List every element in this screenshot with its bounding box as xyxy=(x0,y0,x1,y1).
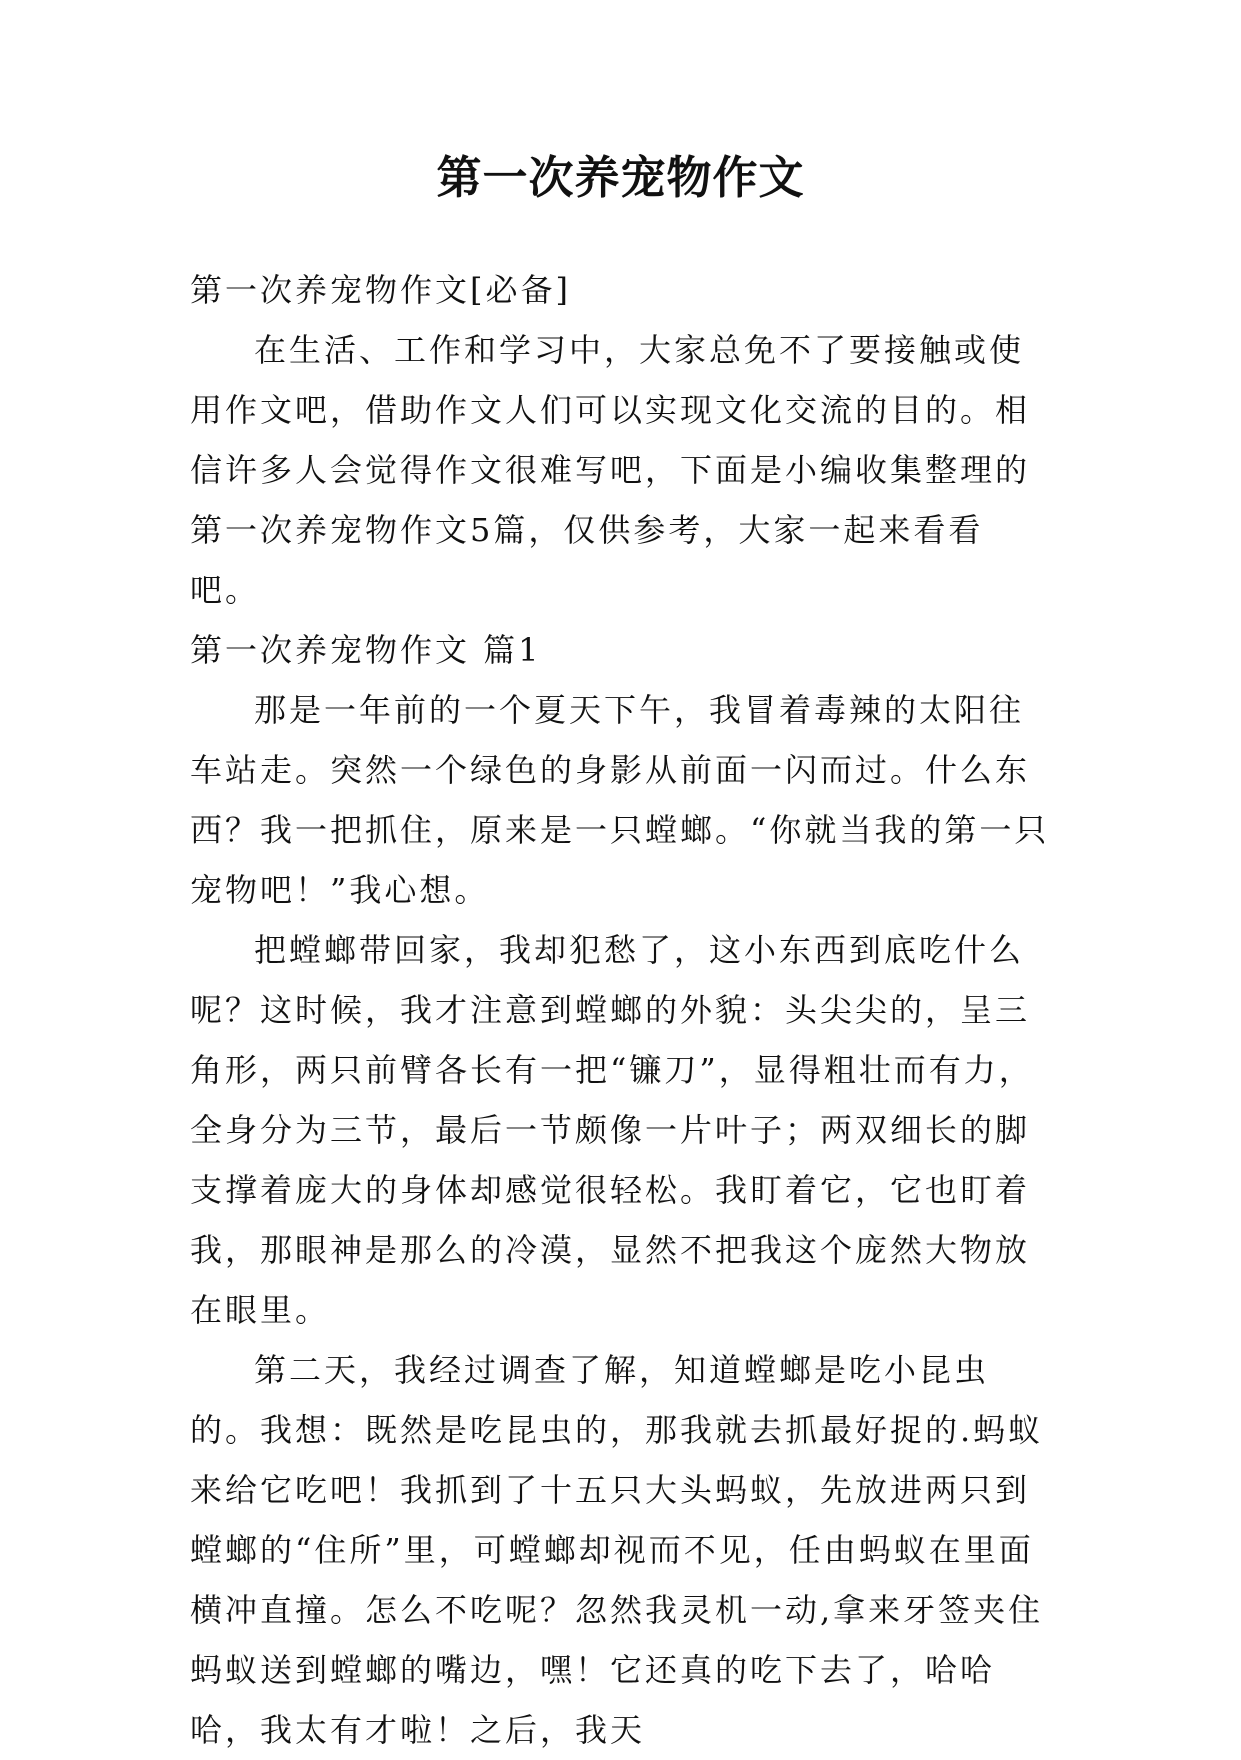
body-paragraph: 第二天，我经过调查了解，知道螳螂是吃小昆虫的。我想：既然是吃昆虫的，那我就去抓最好捉的.蚂蚁来给它吃吧！我抓到了十五只大头蚂蚁，先放进两只到螳螂的“住所”里，可螳螂却视而不见，任由蚂蚁在里面横冲直撞。怎么不吃呢？忽然我灵机一动,拿来牙签夹住蚂蚁送到螳螂的嘴边，嘿！它还真的吃下去了，哈哈哈，我太有才啦！之后，我天 xyxy=(190,1351,1044,1749)
document-body xyxy=(190,260,1050,1760)
intro-paragraph: 在生活、工作和学习中，大家总免不了要接触或使用作文吧，借助作文人们可以实现文化交流的目的。相信许多人会觉得作文很难写吧，下面是小编收集整理的第一次养宠物作文5篇，仅供参考，大家一起来看看吧。 xyxy=(190,331,1031,609)
body-paragraph: 那是一年前的一个夏天下午，我冒着毒辣的太阳往车站走。突然一个绿色的身影从前面一闪而过。什么东西？我一把抓住，原来是一只螳螂。“你就当我的第一只宠物吧！”我心想。 xyxy=(190,691,1050,909)
section-heading: 第一次养宠物作文[必备] xyxy=(190,271,571,309)
body-paragraph: 把螳螂带回家，我却犯愁了，这小东西到底吃什么呢？这时候，我才注意到螳螂的外貌：头尖尖的，呈三角形，两只前臂各长有一把“镰刀”，显得粗壮而有力，全身分为三节，最后一节颇像一片叶子；两双细长的脚支撑着庞大的身体却感觉很轻松。我盯着它，它也盯着我，那眼神是那么的冷漠，显然不把我这个庞然大物放在眼里。 xyxy=(190,931,1034,1329)
essay-heading: 第一次养宠物作文 篇1 xyxy=(190,631,542,669)
document-title: 第一次养宠物作文 xyxy=(436,151,805,204)
